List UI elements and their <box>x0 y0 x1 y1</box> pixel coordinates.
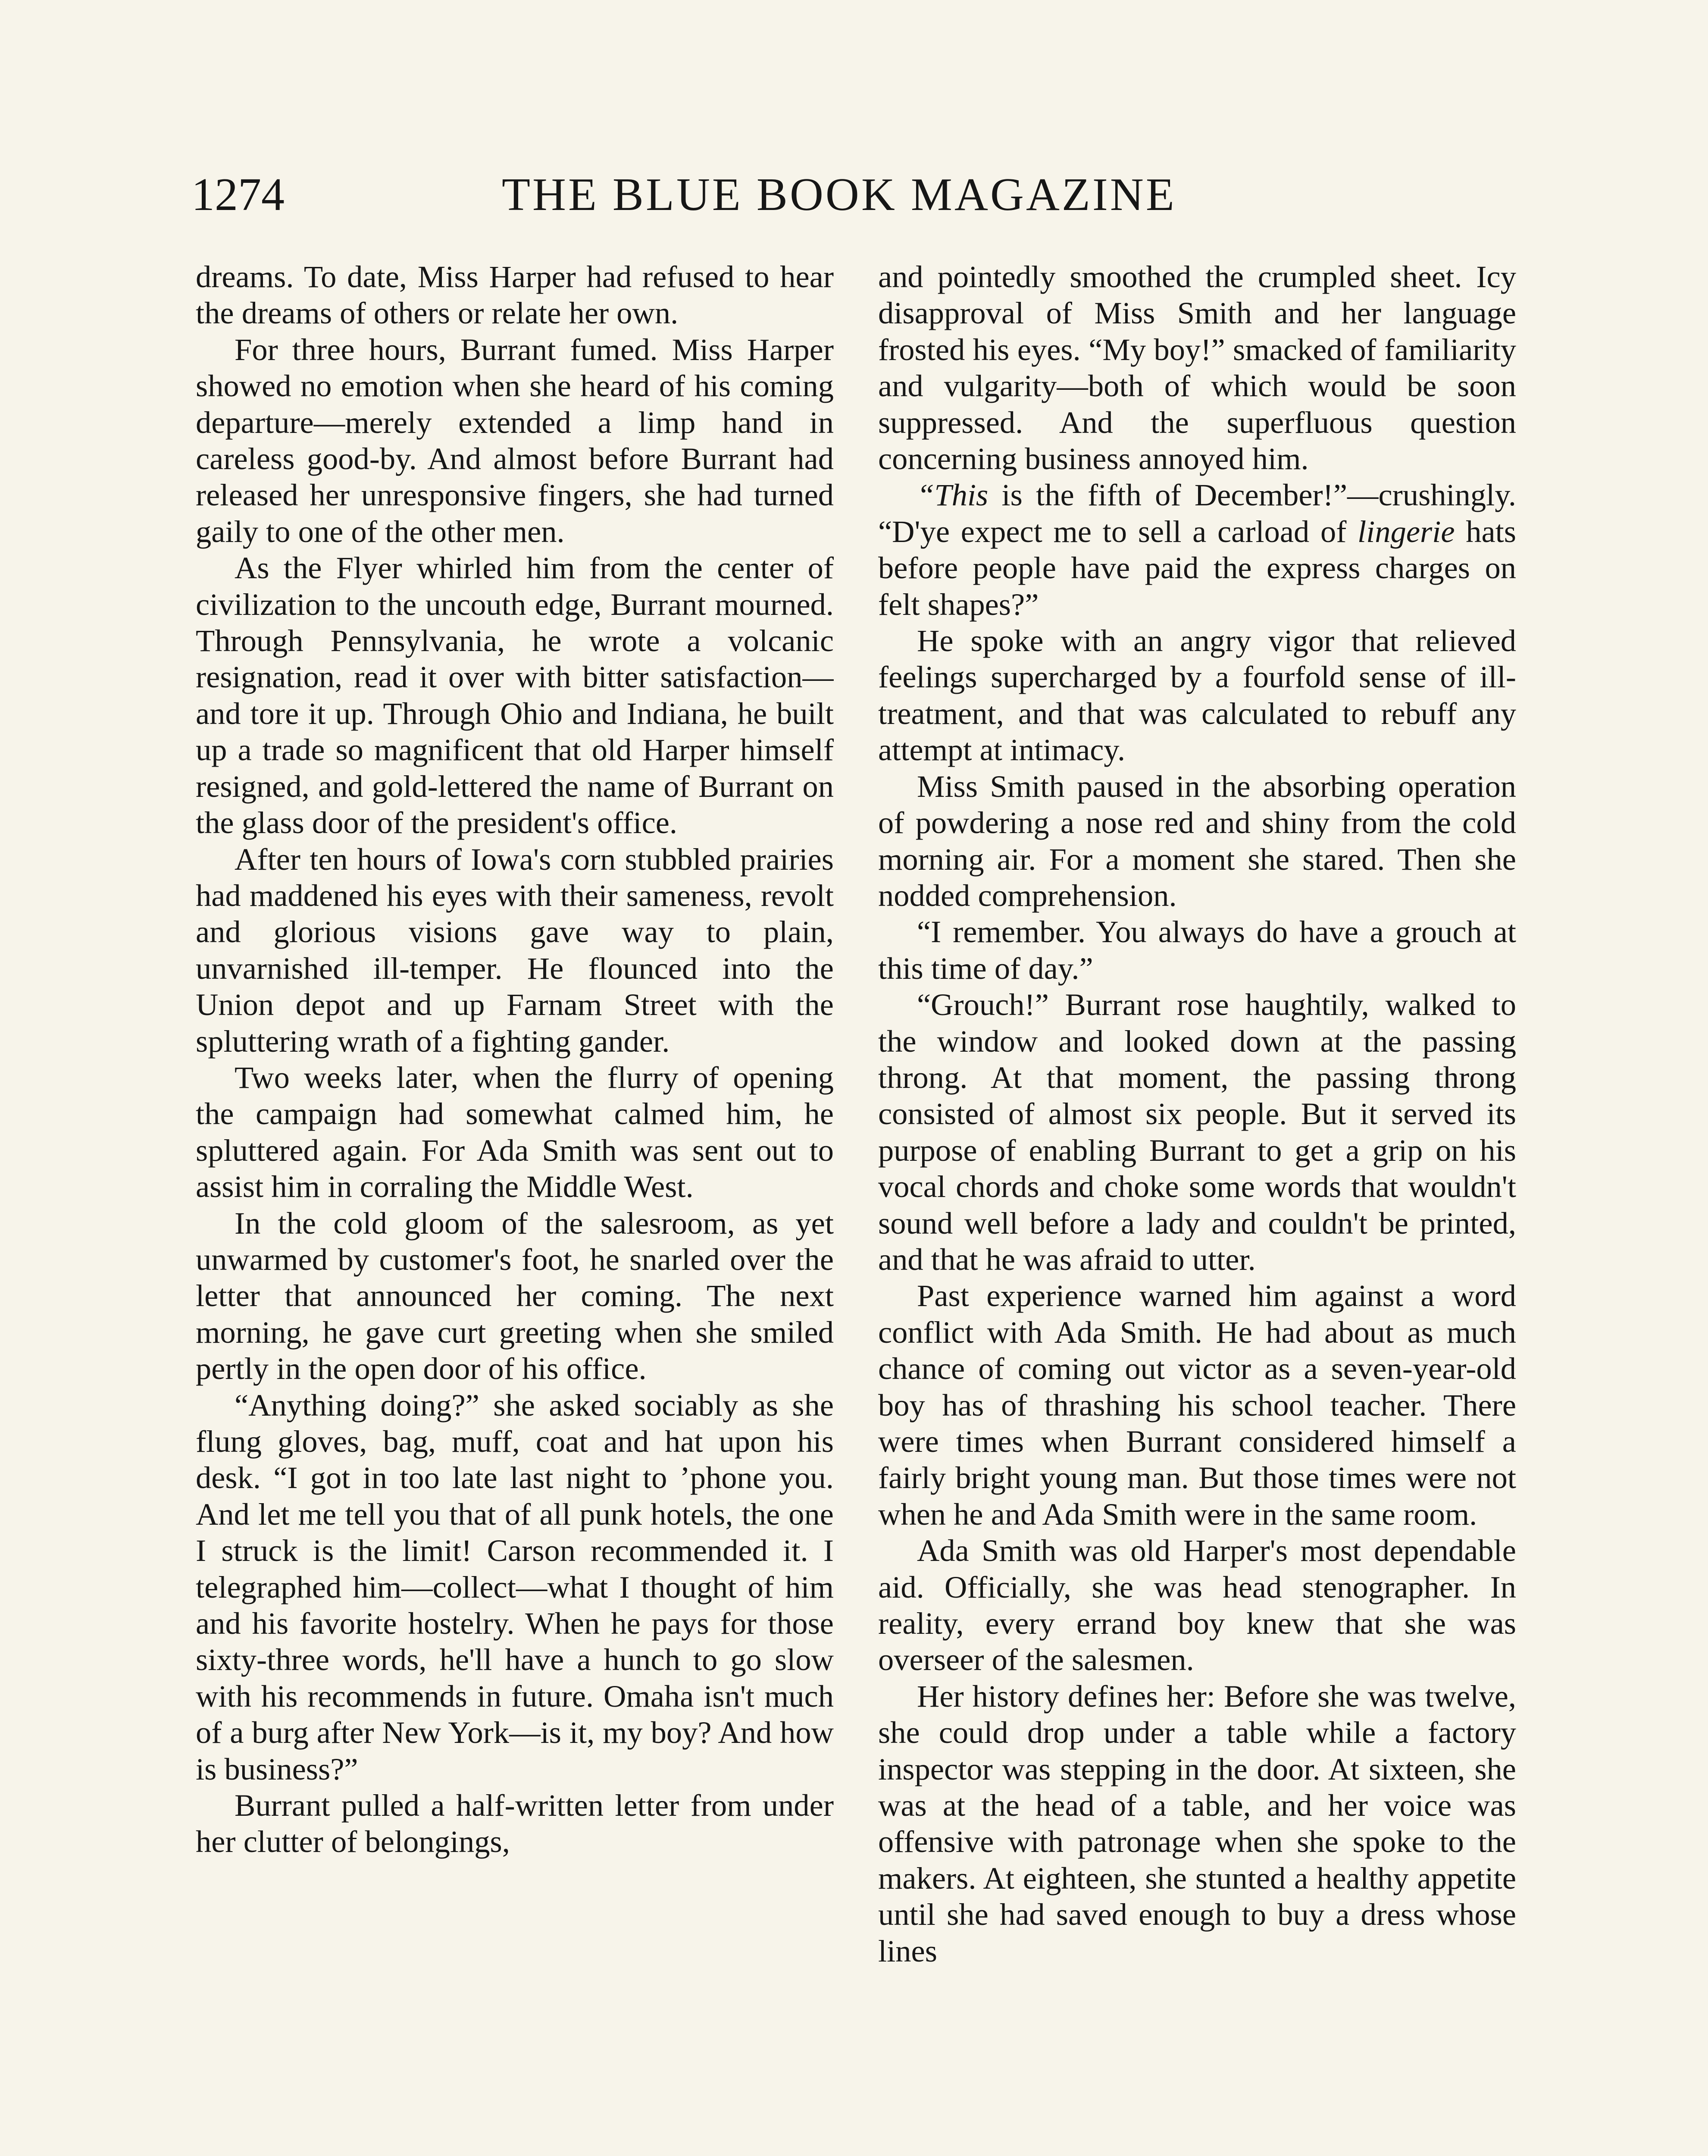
paragraph: As the Flyer whirled him from the center of civilization to the uncouth edge, Burrant mourned. Through Pennsylvania, he wrote a volcanic resignation, read it over with bitter satisfaction—and tore it up. Through Ohio and Indiana, he built up a trade so magnificent that old Harper himself resigned, and gold-lettered the name of Burrant on the glass door of the president's office. <box>196 550 834 840</box>
left-column <box>196 259 834 2156</box>
paragraph: “Anything doing?” she asked sociably as she flung gloves, bag, muff, coat and hat upon his desk. “I got in too late last night to ’phone you. And let me tell you that of all punk hotels, the one I struck is the limit! Carson recommended it. I telegraphed him—collect—what I thought of him and his favorite hostelry. When he pays for those sixty-three words, he'll have a hunch to go slow with his recommends in future. Omaha isn't much of a burg after New York—is it, my boy? And how is business?” <box>196 1387 834 1786</box>
paragraph: Burrant pulled a half-written letter from under her clutter of belongings, <box>196 1788 834 1859</box>
magazine-title: THE BLUE BOOK MAGAZINE <box>502 169 1176 220</box>
paragraph: In the cold gloom of the salesroom, as yet unwarmed by customer's foot, he snarled over the letter that announced her coming. The next morning, he gave curt greeting when she smiled pertly in the open door of his office. <box>196 1205 834 1386</box>
paragraph: Ada Smith was old Harper's most dependable aid. Officially, she was head stenographer. In reality, every errand boy knew that she was overseer of the salesmen. <box>878 1533 1516 1677</box>
italic-text: lingerie <box>1358 514 1455 549</box>
italic-text: “This <box>917 477 989 513</box>
paragraph: After ten hours of Iowa's corn stubbled prairies had maddened his eyes with their sameness, revolt and glorious visions gave way to plain, unvarnished ill-temper. He flounced into the Union depot and up Farnam Street with the spluttering wrath of a fighting gander. <box>196 841 834 1059</box>
page-number: 1274 <box>191 169 285 220</box>
right-column <box>878 259 1516 2156</box>
paragraph: He spoke with an angry vigor that relieved feelings supercharged by a fourfold sense of ill-treatment, and that was calculated to rebuff any attempt at intimacy. <box>878 623 1516 768</box>
paragraph: Miss Smith paused in the absorbing operation of powdering a nose red and shiny from the cold morning air. For a moment she stared. Then she nodded comprehension. <box>878 768 1516 913</box>
paragraph: Past experience warned him against a word conflict with Ada Smith. He had about as much chance of coming out victor as a seven-year-old boy has of thrashing his school teacher. There were times when Burrant considered himself a fairly bright young man. But those times were not when he and Ada Smith were in the same room. <box>878 1278 1516 1532</box>
paragraph: For three hours, Burrant fumed. Miss Harper showed no emotion when she heard of his coming departure—merely extended a limp hand in careless good-by. And almost before Burrant had released her unresponsive fingers, she had turned gaily to one of the other men. <box>196 332 834 549</box>
paragraph: “I remember. You always do have a grouch at this time of day.” <box>878 914 1516 986</box>
paragraph: Her history defines her: Before she was twelve, she could drop under a table while a factory inspector was stepping in the door. At sixteen, she was at the head of a table, and her voice was offensive with patronage when she spoke to the makers. At eighteen, she stunted a healthy appetite until she had saved enough to buy a dress whose lines <box>878 1678 1516 1968</box>
paragraph: Two weeks later, when the flurry of opening the campaign had somewhat calmed him, he spluttered again. For Ada Smith was sent out to assist him in corraling the Middle West. <box>196 1059 834 1204</box>
page-header <box>191 165 1209 225</box>
paragraph: dreams. To date, Miss Harper had refused to hear the dreams of others or relate her own. <box>196 259 834 331</box>
paragraph <box>878 477 1516 623</box>
paragraph-text: hats before people have paid the express charges on felt shapes?” <box>878 514 1516 622</box>
paragraph: and pointedly smoothed the crumpled sheet. Icy disapproval of Miss Smith and her language frosted his eyes. “My boy!” smacked of familiarity and vulgarity—both of which would be soon suppressed. And the superfluous question concerning business annoyed him. <box>878 259 1516 476</box>
paragraph-text: is the fifth of December!”—crushingly. “D'ye expect me to sell a carload of <box>878 477 1516 549</box>
paragraph: “Grouch!” Burrant rose haughtily, walked to the window and looked down at the passing throng. At that moment, the passing throng consisted of almost six people. But it served its purpose of enabling Burrant to get a grip on his vocal chords and choke some words that wouldn't sound well before a lady and couldn't be printed, and that he was afraid to utter. <box>878 987 1516 1277</box>
